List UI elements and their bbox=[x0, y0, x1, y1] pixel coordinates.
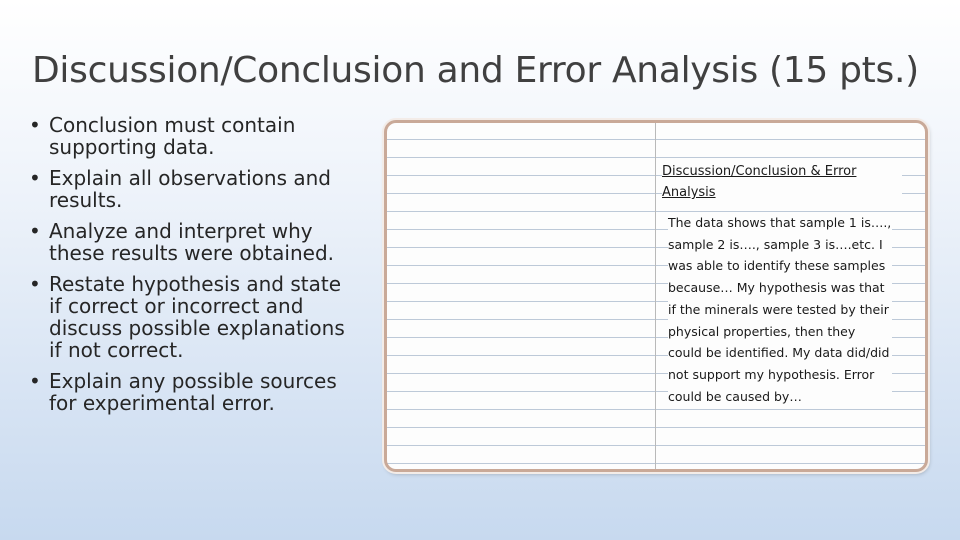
bullet-item: • Conclusion must contain supporting data. bbox=[28, 114, 348, 158]
bullet-list bbox=[28, 114, 348, 423]
bullet-item: • Explain any possible sources for experimental error. bbox=[28, 370, 348, 414]
bullet-item: • Explain all observations and results. bbox=[28, 167, 348, 211]
slide-title: Discussion/Conclusion and Error Analysis (15 pts.) bbox=[32, 50, 919, 91]
bullet-item: • Restate hypothesis and state if correct or incorrect and discuss possible explanations if not correct. bbox=[28, 273, 348, 361]
bullet-item: • Analyze and interpret why these results were obtained. bbox=[28, 220, 348, 264]
notebook-page-image bbox=[384, 120, 928, 472]
notebook-heading: Discussion/Conclusion & Error Analysis bbox=[662, 161, 902, 203]
notebook-body-text: The data shows that sample 1 is…., sample 2 is…., sample 3 is….etc. I was able to identify these samples because… My hypothesis was that if the minerals were tested by their physical properties, then they could be identified. My data did/did not support my hypothesis. Error could be caused by… bbox=[668, 212, 892, 407]
